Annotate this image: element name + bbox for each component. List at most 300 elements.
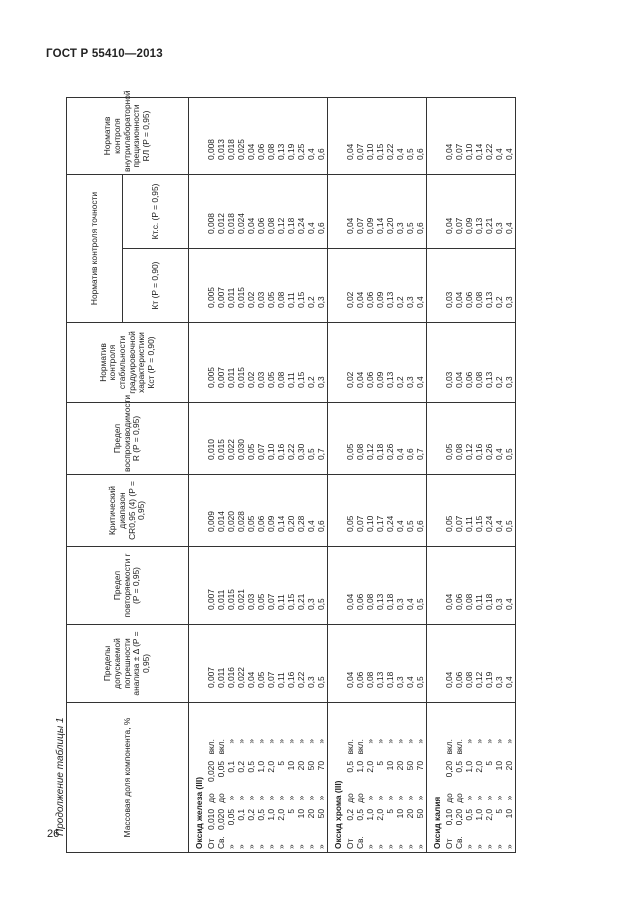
empty-cell	[328, 547, 347, 625]
value-cell: 0,14	[475, 98, 485, 175]
table-body	[189, 98, 516, 853]
range-to: 2,0	[266, 761, 277, 773]
range-to-word: »	[395, 795, 406, 801]
value-cell: 0,17	[376, 475, 386, 547]
value-cell: 0,5	[505, 403, 516, 475]
value-cell: 0,016	[227, 625, 237, 703]
value-cell: 0,04	[247, 175, 257, 249]
value-cell: 0,22	[386, 98, 396, 175]
range-to-word: »	[296, 795, 307, 801]
value-cell: 0,008	[207, 175, 217, 249]
range-prefix: »	[385, 844, 396, 849]
value-cell: 0,18	[376, 403, 386, 475]
empty-cell	[328, 98, 347, 175]
table-continuation-label: Продолжение таблицы 1	[55, 717, 66, 836]
value-cell: 0,24	[485, 475, 495, 547]
value-cell: 0,08	[465, 625, 475, 703]
value-cell: 0,012	[217, 175, 227, 249]
value-cell: 0,04	[445, 547, 455, 625]
range-suffix: вкл.	[444, 739, 455, 755]
range-prefix: Св.	[454, 836, 465, 849]
value-cell: 0,4	[416, 249, 427, 323]
value-cell: 0,02	[247, 249, 257, 323]
range-to: 0,2	[236, 761, 247, 773]
range-to-word: »	[316, 795, 327, 801]
range-to-word: до	[355, 793, 366, 803]
value-cell: 0,15	[376, 98, 386, 175]
range-to-word: »	[464, 795, 475, 801]
value-cell: 0,15	[297, 323, 307, 403]
range-prefix: »	[266, 844, 277, 849]
value-cell: 0,020	[227, 475, 237, 547]
value-cell: 0,3	[495, 625, 505, 703]
range-suffix: »	[385, 739, 396, 744]
value-cell: 0,08	[475, 323, 485, 403]
range-to-word: »	[226, 795, 237, 801]
range-to-word: »	[405, 795, 416, 801]
range-to: 0,1	[226, 761, 237, 773]
empty-cell	[427, 403, 446, 475]
table-row	[317, 98, 328, 853]
range-cell	[495, 703, 505, 853]
value-cell: 0,007	[217, 323, 227, 403]
value-cell: 0,19	[485, 625, 495, 703]
value-cell: 0,021	[237, 547, 247, 625]
range-from: 0,20	[454, 809, 465, 826]
value-cell: 0,13	[277, 98, 287, 175]
range-to: 1,0	[355, 761, 366, 773]
value-cell: 0,05	[445, 403, 455, 475]
empty-cell	[189, 175, 208, 249]
range-to-word: »	[306, 795, 317, 801]
value-cell: 0,6	[406, 403, 416, 475]
range-from: 2,0	[484, 809, 495, 821]
value-cell: 0,2	[396, 249, 406, 323]
value-cell: 0,5	[406, 98, 416, 175]
range-from: 20	[405, 809, 416, 819]
range-to: 20	[296, 761, 307, 771]
value-cell: 0,16	[287, 625, 297, 703]
empty-cell	[189, 625, 208, 703]
range-prefix: Св.	[355, 836, 366, 849]
value-cell: 0,2	[495, 249, 505, 323]
value-cell: 0,4	[307, 175, 317, 249]
value-cell: 0,02	[346, 323, 356, 403]
empty-cell	[427, 175, 446, 249]
range-suffix: »	[375, 739, 386, 744]
range-cell	[237, 703, 247, 853]
range-to-word: »	[246, 795, 257, 801]
range-cell	[207, 703, 217, 853]
table-row	[416, 98, 427, 853]
value-cell: 0,06	[366, 323, 376, 403]
value-cell: 0,24	[386, 475, 396, 547]
value-cell: 0,3	[505, 323, 516, 403]
range-to: 10	[494, 761, 505, 771]
value-cell: 0,3	[307, 625, 317, 703]
value-cell: 0,04	[356, 323, 366, 403]
value-cell: 0,09	[376, 323, 386, 403]
value-cell: 0,10	[465, 98, 475, 175]
range-cell	[346, 703, 356, 853]
value-cell: 0,5	[307, 403, 317, 475]
range-from: 50	[415, 809, 426, 819]
value-cell: 0,7	[317, 403, 328, 475]
value-cell: 0,022	[227, 403, 237, 475]
range-cell	[287, 703, 297, 853]
value-cell: 0,02	[247, 323, 257, 403]
value-cell: 0,10	[366, 475, 376, 547]
range-suffix: »	[504, 739, 515, 744]
value-cell: 0,024	[237, 175, 247, 249]
value-cell: 0,07	[267, 625, 277, 703]
section-title-row	[189, 98, 208, 853]
value-cell: 0,15	[475, 475, 485, 547]
value-cell: 0,4	[505, 98, 516, 175]
value-cell: 0,11	[287, 323, 297, 403]
value-cell: 0,04	[445, 625, 455, 703]
empty-cell	[189, 475, 208, 547]
range-to: 1,0	[256, 761, 267, 773]
empty-cell	[427, 625, 446, 703]
value-cell: 0,12	[366, 403, 376, 475]
value-cell: 0,3	[396, 547, 406, 625]
range-suffix: »	[306, 739, 317, 744]
value-cell: 0,4	[406, 625, 416, 703]
range-prefix: »	[494, 844, 505, 849]
range-to: 70	[316, 761, 327, 771]
value-cell: 0,06	[257, 475, 267, 547]
range-from: 0,2	[246, 809, 257, 821]
value-cell: 0,04	[346, 175, 356, 249]
column-header-kt: Кт (P = 0,90)	[123, 249, 189, 323]
column-header-error-limits: Пределы допускаемой погрешности анализа ± Δ (P = 0,95)	[67, 625, 189, 703]
range-cell	[455, 703, 465, 853]
value-cell: 0,013	[217, 98, 227, 175]
range-suffix: »	[365, 739, 376, 744]
range-suffix: »	[474, 739, 485, 744]
value-cell: 0,13	[475, 175, 485, 249]
value-cell: 0,5	[416, 625, 427, 703]
range-to-word: »	[474, 795, 485, 801]
value-cell: 0,3	[317, 249, 328, 323]
range-prefix: От	[345, 838, 356, 849]
range-prefix: »	[504, 844, 515, 849]
range-from: 0,10	[444, 809, 455, 826]
value-cell: 0,014	[217, 475, 227, 547]
value-cell: 0,010	[207, 403, 217, 475]
section-title: Оксид калия	[427, 703, 446, 853]
column-header-critical-range: Критический диапазон CR0,95 (4) (P = 0,95)	[67, 475, 189, 547]
column-header-reproducibility: Предел воспроизводимости R (P = 0,95)	[67, 403, 189, 475]
section-title: Оксид железа (III)	[189, 703, 208, 853]
value-cell: 0,08	[356, 403, 366, 475]
range-to-word: »	[236, 795, 247, 801]
value-cell: 0,022	[237, 625, 247, 703]
range-to-word: »	[484, 795, 495, 801]
range-suffix: вкл.	[206, 739, 217, 755]
value-cell: 0,06	[455, 547, 465, 625]
value-cell: 0,3	[396, 625, 406, 703]
value-cell: 0,06	[257, 98, 267, 175]
empty-cell	[328, 323, 347, 403]
value-cell: 0,07	[356, 475, 366, 547]
value-cell: 0,11	[475, 547, 485, 625]
range-to: 5	[484, 761, 495, 766]
value-cell: 0,4	[307, 98, 317, 175]
value-cell: 0,14	[277, 475, 287, 547]
range-cell	[505, 703, 516, 853]
value-cell: 0,13	[386, 323, 396, 403]
value-cell: 0,13	[386, 249, 396, 323]
value-cell: 0,5	[406, 475, 416, 547]
range-cell	[406, 703, 416, 853]
value-cell: 0,09	[366, 175, 376, 249]
range-to-word: »	[415, 795, 426, 801]
value-cell: 0,05	[247, 403, 257, 475]
range-to-word: до	[206, 793, 217, 803]
value-cell: 0,04	[445, 98, 455, 175]
range-to: 10	[286, 761, 297, 771]
value-cell: 0,22	[287, 403, 297, 475]
column-header-repeatability: Предел повторяемости r (P = 0,95)	[67, 547, 189, 625]
value-cell: 0,5	[317, 547, 328, 625]
value-cell: 0,5	[505, 475, 516, 547]
range-to: 1,0	[464, 761, 475, 773]
range-cell	[465, 703, 475, 853]
range-from: 2,0	[375, 809, 386, 821]
range-to-word: до	[454, 793, 465, 803]
value-cell: 0,6	[317, 175, 328, 249]
range-from: 0,05	[226, 809, 237, 826]
value-cell: 0,015	[237, 249, 247, 323]
value-cell: 0,7	[416, 403, 427, 475]
value-cell: 0,06	[455, 625, 465, 703]
value-cell: 0,018	[227, 98, 237, 175]
range-suffix: »	[266, 739, 277, 744]
range-to-word: до	[444, 793, 455, 803]
standard-header: ГОСТ Р 55410—2013	[46, 48, 163, 60]
value-cell: 0,6	[416, 475, 427, 547]
value-cell: 0,08	[267, 98, 277, 175]
range-cell	[396, 703, 406, 853]
value-cell: 0,18	[386, 625, 396, 703]
value-cell: 0,10	[366, 98, 376, 175]
value-cell: 0,13	[376, 625, 386, 703]
range-to-word: »	[266, 795, 277, 801]
empty-cell	[328, 625, 347, 703]
value-cell: 0,028	[237, 475, 247, 547]
range-prefix: »	[365, 844, 376, 849]
value-cell: 0,06	[465, 323, 475, 403]
range-cell	[445, 703, 455, 853]
value-cell: 0,28	[297, 475, 307, 547]
value-cell: 0,13	[376, 547, 386, 625]
value-cell: 0,6	[416, 98, 427, 175]
value-cell: 0,4	[396, 403, 406, 475]
range-cell	[485, 703, 495, 853]
range-prefix: »	[296, 844, 307, 849]
range-from: 5	[494, 809, 505, 814]
range-suffix: »	[405, 739, 416, 744]
value-cell: 0,11	[287, 249, 297, 323]
table-row	[505, 98, 516, 853]
value-cell: 0,08	[277, 249, 287, 323]
value-cell: 0,22	[297, 625, 307, 703]
value-cell: 0,20	[386, 175, 396, 249]
range-suffix: вкл.	[355, 739, 366, 755]
range-to-word: »	[375, 795, 386, 801]
range-prefix: »	[484, 844, 495, 849]
empty-cell	[427, 547, 446, 625]
value-cell: 0,6	[317, 98, 328, 175]
range-to-word: »	[256, 795, 267, 801]
range-to-word: до	[216, 793, 227, 803]
value-cell: 0,04	[247, 625, 257, 703]
value-cell: 0,3	[307, 547, 317, 625]
value-cell: 0,04	[346, 625, 356, 703]
range-suffix: вкл.	[216, 739, 227, 755]
range-cell	[277, 703, 287, 853]
range-from: 0,5	[464, 809, 475, 821]
value-cell: 0,26	[485, 403, 495, 475]
empty-cell	[189, 98, 208, 175]
value-cell: 0,015	[227, 547, 237, 625]
value-cell: 0,08	[267, 175, 277, 249]
value-cell: 0,07	[455, 98, 465, 175]
range-to: 50	[405, 761, 416, 771]
value-cell: 0,16	[277, 403, 287, 475]
range-to-word: до	[345, 793, 356, 803]
value-cell: 0,011	[227, 323, 237, 403]
range-cell	[386, 703, 396, 853]
value-cell: 0,06	[465, 249, 475, 323]
value-cell: 0,008	[207, 98, 217, 175]
range-cell	[297, 703, 307, 853]
value-cell: 0,14	[376, 175, 386, 249]
range-from: 0,5	[256, 809, 267, 821]
range-cell	[416, 703, 427, 853]
value-cell: 0,025	[237, 98, 247, 175]
range-prefix: »	[474, 844, 485, 849]
value-cell: 0,08	[366, 547, 376, 625]
value-cell: 0,4	[505, 547, 516, 625]
value-cell: 0,16	[475, 403, 485, 475]
value-cell: 0,3	[396, 175, 406, 249]
value-cell: 0,4	[416, 323, 427, 403]
range-cell	[217, 703, 227, 853]
range-from: 1,0	[365, 809, 376, 821]
value-cell: 0,4	[495, 98, 505, 175]
range-suffix: »	[226, 739, 237, 744]
range-cell	[267, 703, 277, 853]
value-cell: 0,09	[465, 175, 475, 249]
section-title-row	[328, 98, 347, 853]
page-number: 26	[47, 828, 60, 840]
range-prefix: »	[256, 844, 267, 849]
value-cell: 0,09	[376, 249, 386, 323]
column-header-calibration-stability: Норматив контроля стабильности градуировочной характеристики Кст (P = 0,90)	[67, 323, 189, 403]
value-cell: 0,015	[237, 323, 247, 403]
value-cell: 0,2	[495, 323, 505, 403]
range-cell	[307, 703, 317, 853]
value-cell: 0,24	[297, 175, 307, 249]
range-from: 1,0	[266, 809, 277, 821]
value-cell: 0,4	[505, 625, 516, 703]
value-cell: 0,08	[277, 323, 287, 403]
range-to: 70	[415, 761, 426, 771]
range-suffix: вкл.	[454, 739, 465, 755]
value-cell: 0,07	[455, 475, 465, 547]
range-prefix: »	[464, 844, 475, 849]
value-cell: 0,08	[465, 547, 475, 625]
value-cell: 0,2	[307, 249, 317, 323]
value-cell: 0,007	[207, 547, 217, 625]
value-cell: 0,05	[257, 547, 267, 625]
range-prefix: »	[246, 844, 257, 849]
range-suffix: »	[246, 739, 257, 744]
rotated-table-container	[66, 90, 629, 853]
column-group-accuracy-control: Норматив контроля точности	[67, 175, 123, 323]
value-cell: 0,07	[455, 175, 465, 249]
value-cell: 0,06	[257, 175, 267, 249]
empty-cell	[189, 323, 208, 403]
column-header-mass-fraction: Массовая доля компонента, %	[67, 703, 189, 853]
range-cell	[257, 703, 267, 853]
value-cell: 0,07	[356, 98, 366, 175]
value-cell: 0,06	[356, 547, 366, 625]
range-to-word: »	[365, 795, 376, 801]
value-cell: 0,04	[346, 98, 356, 175]
value-cell: 0,20	[287, 475, 297, 547]
range-from: 0,1	[236, 809, 247, 821]
value-cell: 0,05	[247, 475, 257, 547]
range-suffix: »	[276, 739, 287, 744]
value-cell: 0,22	[485, 98, 495, 175]
range-to: 50	[306, 761, 317, 771]
range-from: 5	[286, 809, 297, 814]
range-cell	[376, 703, 386, 853]
range-prefix: Св.	[216, 836, 227, 849]
value-cell: 0,25	[297, 98, 307, 175]
value-cell: 0,4	[495, 475, 505, 547]
section-title-row	[427, 98, 446, 853]
value-cell: 0,04	[445, 175, 455, 249]
range-suffix: »	[296, 739, 307, 744]
value-cell: 0,05	[445, 475, 455, 547]
range-from: 0,2	[345, 809, 356, 821]
value-cell: 0,06	[366, 249, 376, 323]
range-to: 2,0	[474, 761, 485, 773]
range-to: 10	[385, 761, 396, 771]
value-cell: 0,03	[257, 323, 267, 403]
value-cell: 0,13	[485, 249, 495, 323]
value-cell: 0,07	[356, 175, 366, 249]
range-to: 0,20	[444, 761, 455, 778]
empty-cell	[427, 323, 446, 403]
value-cell: 0,2	[307, 323, 317, 403]
range-from: 10	[296, 809, 307, 819]
value-cell: 0,05	[346, 403, 356, 475]
range-suffix: »	[494, 739, 505, 744]
column-header-kts: Кт.с. (P = 0,95)	[123, 175, 189, 249]
value-cell: 0,011	[217, 625, 227, 703]
column-header-precision-control: Норматив контроля внутрилабораторной прецизионности RЛ (P = 0,95)	[67, 98, 189, 175]
value-cell: 0,04	[455, 323, 465, 403]
range-prefix: »	[316, 844, 327, 849]
value-cell: 0,005	[207, 323, 217, 403]
value-cell: 0,05	[267, 249, 277, 323]
